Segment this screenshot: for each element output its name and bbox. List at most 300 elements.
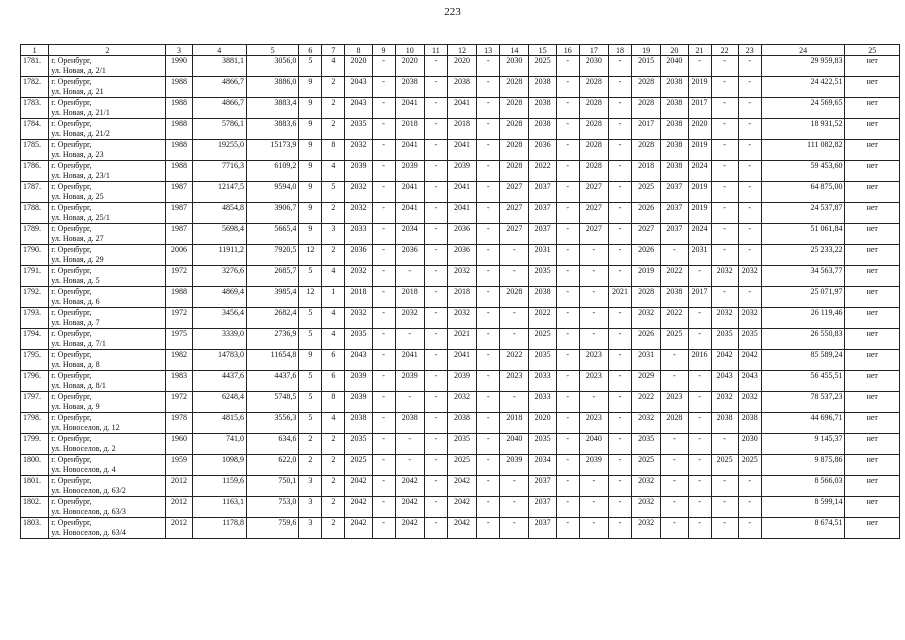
data-cell: 6109,2: [247, 161, 299, 182]
data-cell: -: [688, 497, 711, 518]
address-city: г. Оренбург,: [51, 56, 92, 65]
address-city: г. Оренбург,: [51, 455, 92, 464]
data-cell: -: [372, 434, 395, 455]
data-cell: 9: [299, 140, 322, 161]
address-city: г. Оренбург,: [51, 182, 92, 191]
data-cell: 2028: [632, 140, 661, 161]
address-street: ул. Новая, д. 8/1: [51, 381, 106, 390]
address-cell: [49, 119, 166, 140]
address-cell: [49, 161, 166, 182]
data-cell: -: [424, 371, 447, 392]
data-cell: 622,0: [247, 455, 299, 476]
data-cell: 2037: [529, 203, 556, 224]
data-cell: 2028: [579, 77, 608, 98]
data-cell: 2041: [447, 182, 476, 203]
data-cell: 2032: [395, 308, 424, 329]
data-cell: 2025: [447, 455, 476, 476]
data-cell: -: [372, 77, 395, 98]
page-number: 223: [444, 6, 461, 18]
data-cell: 2032: [345, 182, 372, 203]
address-street: ул. Новоселов, д. 63/4: [51, 528, 126, 537]
cost-cell: 25 233,22: [761, 245, 845, 266]
row-number-cell: 1798.: [21, 413, 49, 434]
data-cell: 2041: [395, 182, 424, 203]
data-cell: -: [424, 392, 447, 413]
data-cell: 2029: [632, 371, 661, 392]
address-street: ул. Новая, д. 23/1: [51, 171, 110, 180]
data-cell: -: [688, 266, 711, 287]
address-cell: [49, 371, 166, 392]
data-cell: -: [556, 182, 579, 203]
data-cell: -: [477, 161, 500, 182]
status-cell: нет: [845, 245, 900, 266]
data-cell: -: [661, 518, 688, 539]
data-cell: 2025: [711, 455, 738, 476]
status-cell: нет: [845, 287, 900, 308]
data-cell: -: [477, 434, 500, 455]
data-cell: 2012: [166, 518, 192, 539]
table-row: [21, 98, 900, 119]
data-cell: -: [424, 224, 447, 245]
data-cell: 2017: [632, 119, 661, 140]
data-cell: 2043: [345, 77, 372, 98]
row-number-cell: 1793.: [21, 308, 49, 329]
address-city: г. Оренбург,: [51, 245, 92, 254]
data-cell: 2035: [345, 434, 372, 455]
data-cell: 2038: [661, 140, 688, 161]
cost-cell: 111 082,82: [761, 140, 845, 161]
data-cell: -: [556, 455, 579, 476]
data-cell: -: [738, 245, 761, 266]
row-number-cell: 1794.: [21, 329, 49, 350]
cost-cell: 8 599,14: [761, 497, 845, 518]
data-cell: 2038: [529, 77, 556, 98]
data-cell: -: [372, 182, 395, 203]
data-cell: -: [738, 287, 761, 308]
data-cell: 2036: [447, 245, 476, 266]
data-cell: 2019: [688, 140, 711, 161]
data-cell: -: [711, 434, 738, 455]
address-street: ул. Новая, д. 27: [51, 234, 104, 243]
data-cell: 2032: [738, 392, 761, 413]
data-cell: 9: [299, 203, 322, 224]
data-cell: 2035: [345, 119, 372, 140]
data-cell: -: [609, 497, 632, 518]
data-cell: 2038: [395, 77, 424, 98]
data-cell: 2032: [711, 392, 738, 413]
data-cell: 2038: [661, 287, 688, 308]
row-number-cell: 1802.: [21, 497, 49, 518]
data-cell: -: [661, 455, 688, 476]
address-city: г. Оренбург,: [51, 266, 92, 275]
column-number-header: 15: [529, 45, 556, 56]
data-cell: 2038: [711, 413, 738, 434]
address-street: ул. Новая, д. 23: [51, 150, 104, 159]
status-cell: нет: [845, 308, 900, 329]
cost-cell: 24 537,87: [761, 203, 845, 224]
data-cell: 2736,9: [247, 329, 299, 350]
data-cell: 3556,3: [247, 413, 299, 434]
column-number-header: 25: [845, 45, 900, 56]
column-number-header: 17: [579, 45, 608, 56]
data-cell: 9: [299, 224, 322, 245]
status-cell: нет: [845, 203, 900, 224]
data-cell: -: [556, 413, 579, 434]
data-cell: 2019: [688, 77, 711, 98]
status-cell: нет: [845, 77, 900, 98]
data-cell: 7920,5: [247, 245, 299, 266]
data-cell: -: [738, 224, 761, 245]
data-cell: 11911,2: [192, 245, 246, 266]
data-cell: -: [424, 287, 447, 308]
data-cell: 2036: [345, 245, 372, 266]
data-cell: 4854,8: [192, 203, 246, 224]
column-number-header: 16: [556, 45, 579, 56]
data-cell: -: [688, 413, 711, 434]
data-cell: 2018: [632, 161, 661, 182]
data-cell: 3883,6: [247, 119, 299, 140]
data-cell: -: [556, 203, 579, 224]
data-cell: 1972: [166, 308, 192, 329]
data-cell: -: [372, 308, 395, 329]
data-cell: 2035: [738, 329, 761, 350]
address-street: ул. Новая, д. 21/2: [51, 129, 110, 138]
data-cell: 2038: [395, 413, 424, 434]
column-number-header: 18: [609, 45, 632, 56]
address-cell: [49, 350, 166, 371]
data-cell: -: [556, 266, 579, 287]
data-cell: -: [424, 119, 447, 140]
data-cell: 2027: [500, 182, 529, 203]
data-cell: 2026: [632, 329, 661, 350]
data-cell: 2042: [345, 476, 372, 497]
data-cell: 2017: [688, 98, 711, 119]
data-cell: -: [711, 287, 738, 308]
data-cell: 2032: [632, 308, 661, 329]
data-cell: 3456,4: [192, 308, 246, 329]
data-cell: 5786,1: [192, 119, 246, 140]
row-number-cell: 1785.: [21, 140, 49, 161]
status-cell: нет: [845, 392, 900, 413]
data-cell: 2024: [688, 161, 711, 182]
data-cell: -: [688, 455, 711, 476]
data-cell: 2032: [447, 266, 476, 287]
cost-cell: 44 696,71: [761, 413, 845, 434]
data-cell: 2030: [500, 56, 529, 77]
data-cell: -: [556, 224, 579, 245]
data-cell: 9: [299, 350, 322, 371]
data-cell: 2021: [609, 287, 632, 308]
data-cell: -: [372, 203, 395, 224]
data-cell: 2025: [632, 455, 661, 476]
data-cell: 2025: [738, 455, 761, 476]
data-cell: -: [556, 140, 579, 161]
data-cell: -: [424, 161, 447, 182]
data-cell: 2018: [447, 287, 476, 308]
data-cell: -: [477, 266, 500, 287]
data-cell: 9594,0: [247, 182, 299, 203]
data-cell: -: [711, 56, 738, 77]
address-city: г. Оренбург,: [51, 308, 92, 317]
column-number-header: 2: [49, 45, 166, 56]
data-cell: -: [688, 56, 711, 77]
data-cell: 2041: [447, 350, 476, 371]
data-cell: 5: [299, 329, 322, 350]
data-cell: 1987: [166, 203, 192, 224]
data-cell: -: [500, 308, 529, 329]
data-cell: 2031: [529, 245, 556, 266]
data-cell: -: [556, 56, 579, 77]
data-cell: -: [477, 140, 500, 161]
data-cell: 2036: [529, 140, 556, 161]
data-cell: 2037: [529, 224, 556, 245]
data-cell: 2025: [529, 329, 556, 350]
data-cell: -: [556, 98, 579, 119]
column-number-header: 14: [500, 45, 529, 56]
data-cell: -: [711, 77, 738, 98]
data-cell: 2032: [447, 392, 476, 413]
data-cell: 2032: [345, 140, 372, 161]
data-cell: 2034: [395, 224, 424, 245]
data-cell: -: [372, 266, 395, 287]
data-cell: 4866,7: [192, 77, 246, 98]
data-cell: 2032: [632, 413, 661, 434]
data-cell: 4: [322, 56, 345, 77]
address-cell: [49, 287, 166, 308]
data-cell: 5: [299, 308, 322, 329]
address-city: г. Оренбург,: [51, 518, 92, 527]
column-number-header: 22: [711, 45, 738, 56]
data-cell: 2019: [688, 203, 711, 224]
address-cell: [49, 77, 166, 98]
data-cell: 2026: [632, 245, 661, 266]
data-cell: -: [609, 371, 632, 392]
data-cell: -: [500, 518, 529, 539]
data-cell: -: [395, 434, 424, 455]
address-cell: [49, 329, 166, 350]
column-number-header: 9: [372, 45, 395, 56]
address-street: ул. Новая, д. 9: [51, 402, 100, 411]
data-cell: 1990: [166, 56, 192, 77]
data-cell: 2023: [579, 371, 608, 392]
table-row: [21, 224, 900, 245]
cost-cell: 24 569,65: [761, 98, 845, 119]
data-cell: 2042: [711, 350, 738, 371]
data-cell: -: [395, 329, 424, 350]
cost-cell: 85 589,24: [761, 350, 845, 371]
data-cell: 2024: [688, 224, 711, 245]
data-cell: 5: [299, 56, 322, 77]
data-cell: 2041: [395, 98, 424, 119]
data-cell: -: [738, 140, 761, 161]
data-cell: 2041: [395, 203, 424, 224]
data-cell: -: [609, 56, 632, 77]
data-cell: -: [424, 308, 447, 329]
status-cell: нет: [845, 518, 900, 539]
table-row: [21, 266, 900, 287]
data-cell: 2033: [529, 371, 556, 392]
data-cell: -: [579, 266, 608, 287]
data-cell: 1959: [166, 455, 192, 476]
data-cell: -: [579, 518, 608, 539]
data-cell: 2020: [529, 413, 556, 434]
data-cell: 2021: [447, 329, 476, 350]
data-cell: 2682,4: [247, 308, 299, 329]
data-cell: 2038: [529, 119, 556, 140]
data-cell: 2035: [711, 329, 738, 350]
address-cell: [49, 413, 166, 434]
data-cell: 2022: [632, 392, 661, 413]
data-cell: 2035: [632, 434, 661, 455]
data-cell: -: [661, 476, 688, 497]
data-cell: 2035: [529, 434, 556, 455]
status-cell: нет: [845, 266, 900, 287]
data-cell: -: [477, 455, 500, 476]
data-cell: 2042: [395, 497, 424, 518]
data-cell: 6: [322, 350, 345, 371]
data-cell: -: [556, 308, 579, 329]
data-cell: 5: [299, 413, 322, 434]
table-row: [21, 392, 900, 413]
data-cell: -: [477, 224, 500, 245]
address-street: ул. Новая, д. 21/1: [51, 108, 110, 117]
data-cell: -: [500, 266, 529, 287]
table-row: [21, 371, 900, 392]
data-cell: -: [661, 245, 688, 266]
address-city: г. Оренбург,: [51, 287, 92, 296]
data-cell: -: [424, 413, 447, 434]
address-city: г. Оренбург,: [51, 392, 92, 401]
status-cell: нет: [845, 98, 900, 119]
data-cell: 2039: [579, 455, 608, 476]
data-cell: 2027: [500, 224, 529, 245]
data-cell: -: [609, 119, 632, 140]
column-number-header: 1: [21, 45, 49, 56]
data-cell: 2039: [345, 371, 372, 392]
cost-cell: 9 145,37: [761, 434, 845, 455]
row-number-cell: 1796.: [21, 371, 49, 392]
cost-cell: 51 061,84: [761, 224, 845, 245]
data-cell: 9: [299, 182, 322, 203]
column-number-header: 5: [247, 45, 299, 56]
data-cell: 8: [322, 140, 345, 161]
data-cell: -: [372, 287, 395, 308]
data-cell: -: [711, 98, 738, 119]
column-number-header: 23: [738, 45, 761, 56]
data-cell: 2025: [632, 182, 661, 203]
address-city: г. Оренбург,: [51, 77, 92, 86]
data-cell: 2006: [166, 245, 192, 266]
column-number-header-row: [21, 45, 900, 56]
data-cell: 2022: [529, 161, 556, 182]
data-cell: 1988: [166, 77, 192, 98]
data-cell: 2042: [395, 476, 424, 497]
column-number-header: 20: [661, 45, 688, 56]
data-cell: 2042: [447, 518, 476, 539]
data-cell: 2028: [500, 287, 529, 308]
cost-cell: 29 959,83: [761, 56, 845, 77]
data-cell: 2027: [632, 224, 661, 245]
data-cell: 2043: [345, 350, 372, 371]
data-cell: 1988: [166, 161, 192, 182]
data-cell: -: [424, 476, 447, 497]
address-city: г. Оренбург,: [51, 224, 92, 233]
data-cell: 5: [322, 182, 345, 203]
address-city: г. Оренбург,: [51, 203, 92, 212]
data-cell: -: [395, 392, 424, 413]
column-number-header: 11: [424, 45, 447, 56]
data-cell: 14783,0: [192, 350, 246, 371]
data-cell: 2027: [579, 203, 608, 224]
address-cell: [49, 245, 166, 266]
data-cell: 2022: [529, 308, 556, 329]
data-cell: 2027: [500, 203, 529, 224]
data-cell: -: [477, 497, 500, 518]
data-cell: 7716,3: [192, 161, 246, 182]
data-cell: 2039: [395, 161, 424, 182]
data-cell: -: [424, 350, 447, 371]
data-cell: -: [738, 161, 761, 182]
data-cell: 6: [322, 371, 345, 392]
data-cell: 3886,0: [247, 77, 299, 98]
status-cell: нет: [845, 476, 900, 497]
data-cell: 2043: [345, 98, 372, 119]
data-cell: 2038: [447, 413, 476, 434]
address-city: г. Оренбург,: [51, 350, 92, 359]
column-number-header: 4: [192, 45, 246, 56]
data-cell: 2037: [529, 518, 556, 539]
data-cell: -: [609, 140, 632, 161]
data-cell: 4869,4: [192, 287, 246, 308]
data-cell: 1159,6: [192, 476, 246, 497]
data-cell: 3276,6: [192, 266, 246, 287]
data-cell: -: [372, 518, 395, 539]
column-number-header: 13: [477, 45, 500, 56]
row-number-cell: 1786.: [21, 161, 49, 182]
data-cell: -: [477, 518, 500, 539]
row-number-cell: 1788.: [21, 203, 49, 224]
data-cell: -: [556, 350, 579, 371]
address-street: ул. Новая, д. 5: [51, 276, 100, 285]
table-row: [21, 203, 900, 224]
data-cell: 11654,8: [247, 350, 299, 371]
data-cell: 2: [322, 203, 345, 224]
data-cell: 1982: [166, 350, 192, 371]
data-cell: -: [556, 371, 579, 392]
data-cell: 2041: [447, 140, 476, 161]
data-cell: -: [395, 266, 424, 287]
data-cell: -: [688, 476, 711, 497]
table-row: [21, 161, 900, 182]
address-street: ул. Новая, д. 21: [51, 87, 104, 96]
address-street: ул. Новоселов, д. 63/3: [51, 507, 126, 516]
data-cell: -: [424, 203, 447, 224]
address-city: г. Оренбург,: [51, 161, 92, 170]
data-cell: 12: [299, 245, 322, 266]
data-cell: -: [477, 287, 500, 308]
data-cell: 2035: [345, 329, 372, 350]
data-cell: -: [609, 77, 632, 98]
address-cell: [49, 434, 166, 455]
data-cell: 2028: [500, 161, 529, 182]
address-cell: [49, 392, 166, 413]
table-row: [21, 476, 900, 497]
data-cell: 3906,7: [247, 203, 299, 224]
data-cell: 2027: [579, 182, 608, 203]
data-cell: -: [556, 392, 579, 413]
data-cell: -: [424, 434, 447, 455]
data-cell: 3: [322, 224, 345, 245]
